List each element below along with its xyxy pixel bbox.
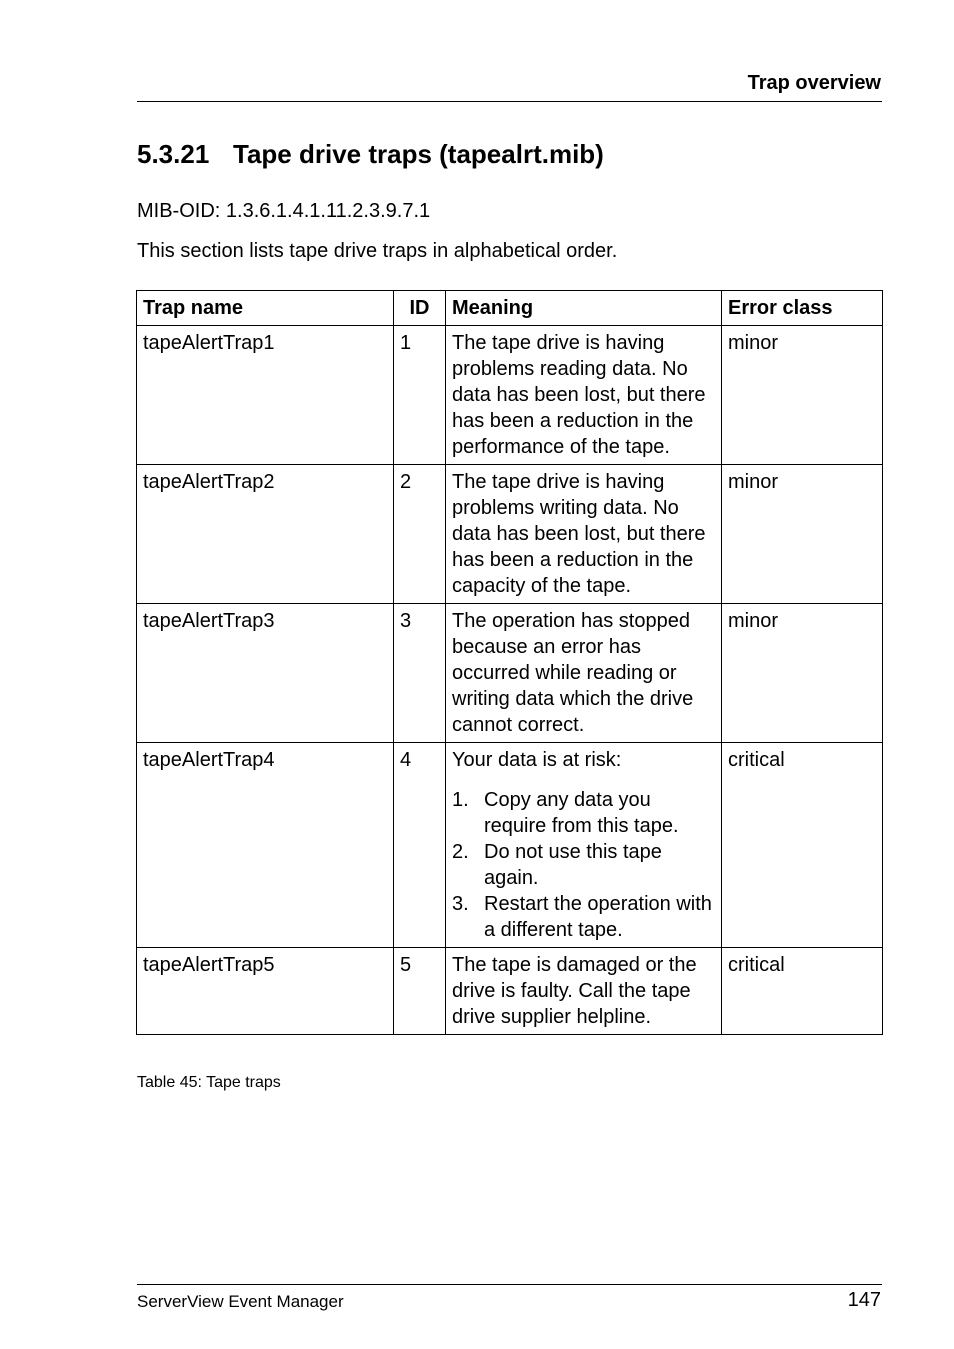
table-row <box>137 604 883 743</box>
step-text: Copy any data you require from this tape. <box>484 789 679 837</box>
cell-error-class: minor <box>722 465 883 604</box>
section-title: Tape drive traps (tapealrt.mib) <box>233 139 604 169</box>
page-number: 147 <box>847 1289 881 1311</box>
step-text: Restart the operation with a different tape. <box>484 893 712 941</box>
running-header-title: Trap overview <box>747 72 881 94</box>
header-error-class: Error class <box>722 291 883 326</box>
header-id: ID <box>394 291 446 326</box>
cell-meaning <box>446 743 722 948</box>
table-row <box>137 465 883 604</box>
list-item <box>452 787 715 839</box>
steps-list <box>452 787 715 943</box>
cell-id: 3 <box>394 604 446 743</box>
table-header-row <box>137 291 883 326</box>
list-item <box>452 891 715 943</box>
step-number: 2. <box>452 841 469 863</box>
step-number: 1. <box>452 789 469 811</box>
footer-product-name: ServerView Event Manager <box>137 1292 344 1311</box>
header-divider <box>137 101 882 102</box>
cell-meaning: The tape drive is having problems reading data. No data has been lost, but there has been a reduction in the performance of the tape. <box>446 326 722 465</box>
cell-trap-name: tapeAlertTrap5 <box>137 948 394 1035</box>
cell-trap-name: tapeAlertTrap3 <box>137 604 394 743</box>
step-number: 3. <box>452 893 469 915</box>
table-caption: Table 45: Tape traps <box>137 1074 281 1091</box>
cell-id: 4 <box>394 743 446 948</box>
step-text: Do not use this tape again. <box>484 841 662 889</box>
header-meaning: Meaning <box>446 291 722 326</box>
cell-id: 1 <box>394 326 446 465</box>
cell-id: 5 <box>394 948 446 1035</box>
cell-trap-name: tapeAlertTrap2 <box>137 465 394 604</box>
list-item <box>452 839 715 891</box>
header-trap-name: Trap name <box>137 291 394 326</box>
mib-oid-text: MIB-OID: 1.3.6.1.4.1.11.2.3.9.7.1 <box>137 200 431 222</box>
cell-error-class: critical <box>722 948 883 1035</box>
cell-meaning: The tape drive is having problems writing data. No data has been lost, but there has been a reduction in the capacity of the tape. <box>446 465 722 604</box>
cell-error-class: minor <box>722 326 883 465</box>
section-heading <box>137 139 604 170</box>
intro-paragraph: This section lists tape drive traps in alphabetical order. <box>137 240 618 262</box>
footer-divider <box>137 1284 882 1285</box>
section-number: 5.3.21 <box>137 139 210 169</box>
table-row <box>137 948 883 1035</box>
tape-traps-table <box>136 290 883 1035</box>
cell-meaning: The tape is damaged or the drive is faulty. Call the tape drive supplier helpline. <box>446 948 722 1035</box>
cell-trap-name: tapeAlertTrap4 <box>137 743 394 948</box>
cell-id: 2 <box>394 465 446 604</box>
meaning-lead-text: Your data is at risk: <box>452 749 622 771</box>
cell-error-class: minor <box>722 604 883 743</box>
cell-meaning: The operation has stopped because an error has occurred while reading or writing data which the drive cannot correct. <box>446 604 722 743</box>
table-row <box>137 743 883 948</box>
cell-error-class: critical <box>722 743 883 948</box>
cell-trap-name: tapeAlertTrap1 <box>137 326 394 465</box>
table-row <box>137 326 883 465</box>
